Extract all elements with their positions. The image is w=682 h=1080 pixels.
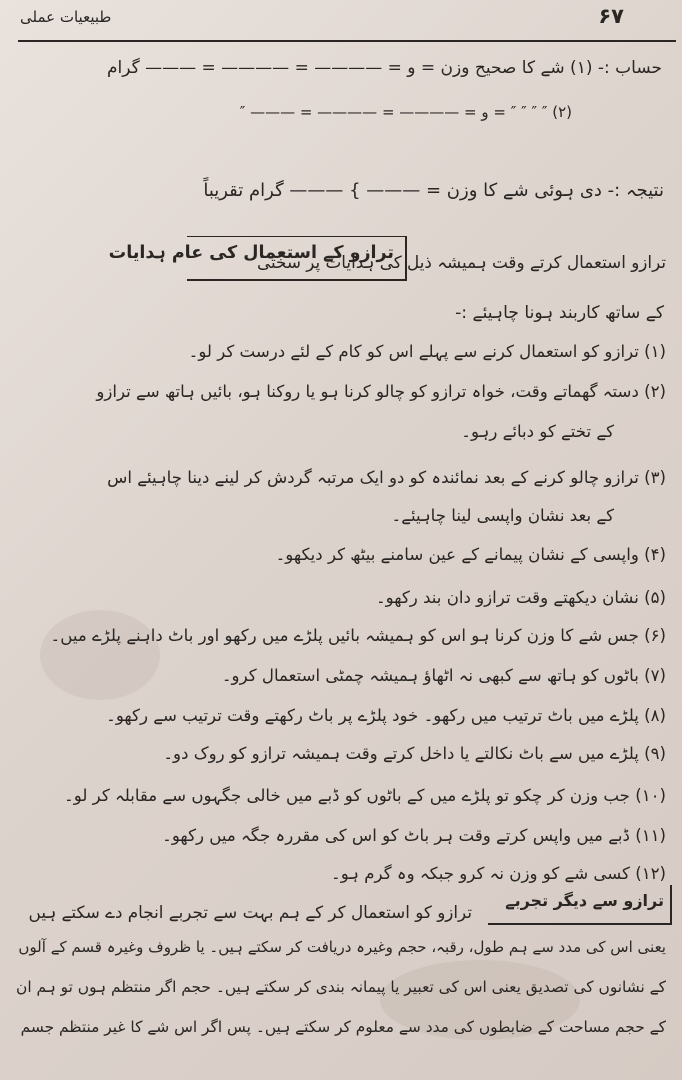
rule-item: (۱۱) ڈبے میں واپس کرتے وقت ہر باٹ کو اس کی مقررہ جگہ میں رکھو۔ — [162, 826, 666, 845]
rule-item: (۱) ترازو کو استعمال کرنے سے پہلے اس کو کام کے لئے درست کر لو۔ — [188, 342, 666, 361]
page-number: ۶۷ — [598, 4, 624, 28]
instructions-intro-line-2: کے ساتھ کاربند ہونا چاہیئے :- — [455, 303, 664, 323]
rule-item: (۲) دستہ گھماتے وقت، خواہ ترازو کو چالو کرنا ہو یا روکنا ہو، بائیں ہاتھ سے ترازو — [96, 382, 666, 401]
calculation-line-2: (۲) ″ ″ ″ ″ = و = ———— = ———— = ——— ″ — [239, 103, 572, 121]
rule-item: (۱۰) جب وزن کر چکو تو پلڑے میں کے باٹوں کو ڈبے میں خالی جگہوں سے مقابلہ کر لو۔ — [64, 786, 666, 805]
rule-item: (۵) نشان دیکھتے وقت ترازو دان بند رکھو۔ — [375, 588, 666, 607]
rule-item: (۹) پلڑے میں سے باٹ نکالتے یا داخل کرتے وقت ہمیشہ ترازو کو روک دو۔ — [163, 744, 666, 763]
instructions-intro-part: ترازو استعمال کرتے وقت ہمیشہ ذیل کی ہدایات پر سختی — [256, 252, 666, 272]
closing-paragraph-line: کے حجم مساحت کے ضابطوں کی مدد سے معلوم کر سکتے ہیں۔ پس اگر اس شے کا غیر منتظم جسم — [20, 1018, 666, 1036]
rule-item: (۸) پلڑے میں باٹ ترتیب میں رکھو۔ خود پلڑے پر باٹ رکھتے وقت ترتیب سے رکھو۔ — [106, 706, 666, 725]
rule-item: (۷) باٹوں کو ہاتھ سے کبھی نہ اٹھاؤ ہمیشہ چمٹی استعمال کرو۔ — [221, 666, 666, 685]
running-title: طبیعیات عملی — [20, 8, 112, 26]
rule-item-continuation: کے بعد نشان واپسی لینا چاہیئے۔ — [391, 506, 614, 525]
result-line: نتیجہ :- دی ہوئی شے کا وزن = ——— } ——— گرام تقریباً — [203, 180, 664, 201]
rule-item: (۱۲) کسی شے کو وزن نہ کرو جبکہ وہ گرم ہو۔ — [330, 864, 666, 883]
closing-paragraph-line: یعنی اس کی مدد سے ہم طول، رقبہ، حجم وغیرہ دریافت کر سکتے ہیں۔ یا ظروف وغیرہ قسم کے آلوں — [18, 938, 666, 956]
closing-paragraph-line: کے نشانوں کی تصدیق یعنی اس کی تعبیر یا پیمانہ بندی کر سکتے ہیں۔ حجم اگر منتظم ہوں تو ہم ان — [16, 978, 666, 996]
rule-item: (۶) جس شے کا وزن کرنا ہو اس کو ہمیشہ بائیں پلڑے میں رکھو اور باٹ داہنے پلڑے میں۔ — [50, 626, 666, 645]
experiments-heading: ترازو سے دیگر تجربے — [505, 891, 664, 910]
instructions-heading: ترازو کے استعمال کی عام ہدایات — [108, 243, 394, 263]
rule-item: (۴) واپسی کے نشان پیمانے کے عین سامنے بیٹھ کر دیکھو۔ — [275, 545, 666, 564]
paper-stain — [40, 610, 160, 700]
header-rule — [18, 40, 676, 42]
rule-item: (۳) ترازو چالو کرنے کے بعد نمائندہ کو دو ایک مرتبہ گردش کر لینے دینا چاہیئے اس — [107, 468, 666, 487]
calculation-line-1: حساب :- (۱) شے کا صحیح وزن = و = ———— = ———— = ——— گرام — [107, 58, 662, 78]
experiments-intro-part: ترازو کو استعمال کر کے ہم بہت سے تجربے انجام دے سکتے ہیں — [28, 902, 472, 922]
rule-item-continuation: کے تختے کو دبائے رہو۔ — [461, 422, 614, 441]
